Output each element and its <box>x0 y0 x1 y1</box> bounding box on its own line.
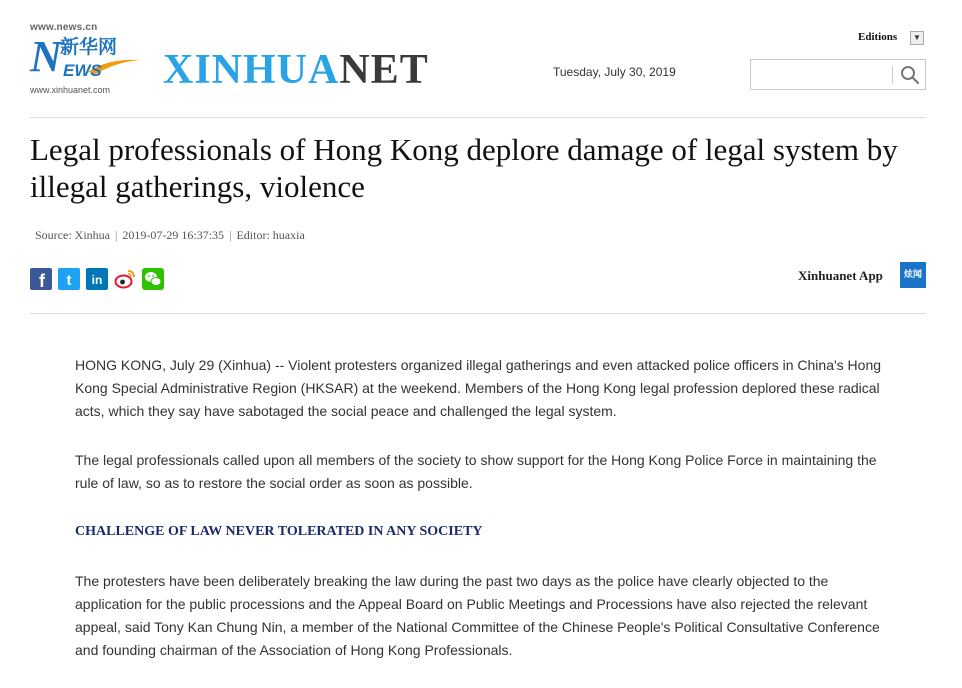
article-body <box>75 354 895 688</box>
xinhua-logo[interactable] <box>30 22 142 98</box>
logo-ews-text: EWS <box>63 61 102 80</box>
article-meta <box>35 228 305 243</box>
linkedin-glyph: in <box>91 273 103 287</box>
logo-url-bottom: www.xinhuanet.com <box>30 85 111 95</box>
logo-chinese-text: 新华网 <box>60 36 118 58</box>
article-paragraph: HONG KONG, July 29 (Xinhua) -- Violent protesters organized illegal gatherings and even attacked police officers in China's Hong Kong Special Administrative Region (HKSAR) at the weekend. Members of the Hong Kong legal profession deplored these radical acts, which they say have sabotaged the social peace and challenged the legal system. <box>75 357 882 419</box>
app-icon[interactable]: 炫闻 <box>900 262 926 288</box>
triangle-down-icon: ▼ <box>913 33 921 42</box>
meta-separator: | <box>114 228 118 242</box>
article-datetime: 2019-07-29 16:37:35 <box>122 228 225 242</box>
article-editor: Editor: huaxia <box>236 228 305 242</box>
app-label: Xinhuanet App <box>798 268 883 283</box>
editions-label: Editions <box>858 31 898 43</box>
weibo-icon[interactable] <box>114 268 136 290</box>
article-title: Legal professionals of Hong Kong deplore damage of legal system by illegal gatherings, violence <box>30 132 898 204</box>
article-paragraph: The legal professionals called upon all members of the society to show support for the Hong Kong Police Force in maintaining the rule of law, so as to restore the social order as soon as possible. <box>75 452 877 491</box>
twitter-glyph: t <box>66 272 72 289</box>
search-input[interactable] <box>753 62 897 86</box>
article-subheading: CHALLENGE OF LAW NEVER TOLERATED IN ANY SOCIETY <box>75 524 483 539</box>
header-date: Tuesday, July 30, 2019 <box>553 65 676 79</box>
search-box <box>750 59 926 90</box>
twitter-icon[interactable] <box>58 268 80 290</box>
facebook-icon[interactable] <box>30 268 52 290</box>
facebook-glyph: f <box>39 271 45 290</box>
logo-n-letter: N <box>30 32 62 81</box>
search-divider <box>892 66 893 84</box>
editions-dropdown-button[interactable] <box>910 31 924 45</box>
share-divider <box>30 313 926 314</box>
wechat-icon[interactable] <box>142 268 164 290</box>
wordmark-net: NET <box>339 47 429 93</box>
header-divider <box>30 117 926 118</box>
article-source: Source: Xinhua <box>35 228 110 242</box>
xinhuanet-wordmark[interactable] <box>163 46 429 94</box>
wordmark-xinhua: XINHUA <box>163 47 340 93</box>
linkedin-icon[interactable] <box>86 268 108 290</box>
search-icon[interactable] <box>900 65 920 85</box>
logo-url-top: www.news.cn <box>30 22 98 33</box>
meta-separator: | <box>229 228 232 242</box>
article-paragraph: The protesters have been deliberately breaking the law during the past two days as the police have clearly objected to the application for the public processions and the Appeal Board on Public Meetings and Processions have also rejected the relevant appeal, said Tony Kan Chung Nin, a member of the National Committee of the Chinese People's Political Consultative Conference and founding chairman of the Association of Hong Kong Professionals. <box>75 573 880 658</box>
